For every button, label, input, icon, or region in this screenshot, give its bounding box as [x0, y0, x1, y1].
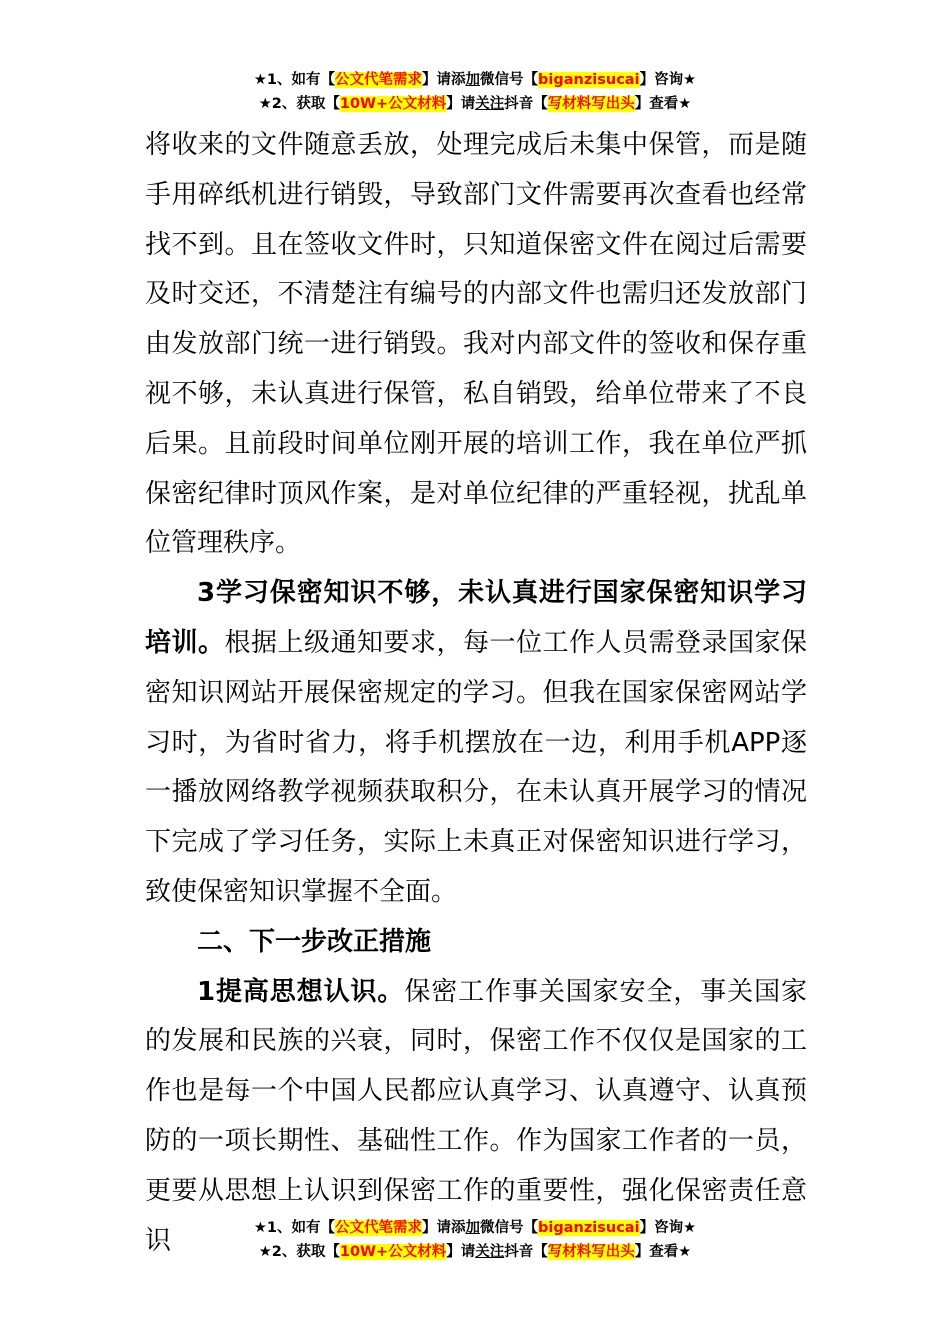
paragraph-2-text: 根据上级通知要求，每一位工作人员需登录国家保密知识网站开展保密规定的学习。但我在国家保密网站学习时，为省时省力，将手机摆放在一边，利用手机APP逐一播放网络教学视频获取积分，在未认真开展学习的情况下完成了学习任务，实际上未真正对保密知识进行学习，致使保密知识掌握不全面。 — [145, 627, 807, 907]
banner-text: 】查看★ — [634, 96, 692, 112]
banner-highlight-douyin: 写材料写出头 — [547, 96, 635, 112]
paragraph-2 — [145, 569, 807, 918]
section-heading-2: 二、下一步改正措施 — [197, 926, 432, 957]
banner-highlight-douyin: 写材料写出头 — [547, 1244, 635, 1260]
banner-highlight-wechat-id: biganzisucai — [538, 72, 640, 88]
footer-banner — [0, 1216, 950, 1264]
banner-text: 微信号【 — [480, 1220, 539, 1236]
banner-text: ★2、获取【 — [258, 96, 340, 112]
banner-text: 】查看★ — [634, 1244, 692, 1260]
header-banner — [0, 68, 950, 116]
banner-text: ★2、获取【 — [258, 1244, 340, 1260]
banner-text: 】请添 — [422, 1220, 466, 1236]
banner-underline: 关注 — [475, 96, 505, 112]
banner-underline: 关注 — [475, 1244, 505, 1260]
banner-text: 】请 — [446, 1244, 476, 1260]
paragraph-2-heading: 3学习保密知识不够，未认真进行国家保密知识学习培训。 — [145, 578, 807, 658]
banner-highlight: 10W+公文材料 — [339, 96, 447, 112]
paragraph-3-heading: 1提高思想认识。 — [197, 976, 405, 1007]
banner-highlight: 公文代笔需求 — [335, 1220, 423, 1236]
document-body — [145, 121, 807, 1266]
banner-text: 】咨询★ — [639, 72, 697, 88]
banner-text: 抖音【 — [504, 1244, 548, 1260]
header-banner-line-2 — [0, 92, 950, 116]
paragraph-3-text: 保密工作事关国家安全，事关国家的发展和民族的兴衰，同时，保密工作不仅仅是国家的工作也是每一个中国人民都应认真学习、认真遵守、认真预防的一项长期性、基础性工作。作为国家工作者的一员，更要从思想上认识到保密工作的重要性，强化保密责任意识 — [145, 976, 807, 1256]
banner-underline: 加 — [465, 72, 481, 88]
banner-text: ★1、如有【 — [253, 72, 336, 88]
footer-banner-line-2 — [0, 1240, 950, 1264]
banner-text: 】请 — [446, 96, 476, 112]
header-banner-line-1 — [0, 68, 950, 92]
paragraph-1: 将收来的文件随意丢放，处理完成后未集中保管，而是随手用碎纸机进行销毁，导致部门文件需要再次查看也经常找不到。且在签收文件时，只知道保密文件在阅过后需要及时交还，不清楚注有编号的内部文件也需归还发放部门由发放部门统一进行销毁。我对内部文件的签收和保存重视不够，未认真进行保管，私自销毁，给单位带来了不良后果。且前段时间单位刚开展的培训工作，我在单位严抓保密纪律时顶风作案，是对单位纪律的严重轻视，扰乱单位管理秩序。 — [145, 130, 807, 559]
footer-banner-line-1 — [0, 1216, 950, 1240]
banner-text: 】咨询★ — [639, 1220, 697, 1236]
banner-text: ★1、如有【 — [253, 1220, 336, 1236]
banner-text: 抖音【 — [504, 96, 548, 112]
banner-highlight-wechat-id: biganzisucai — [538, 1220, 640, 1236]
banner-text: 】请添 — [422, 72, 466, 88]
banner-text: 微信号【 — [480, 72, 539, 88]
banner-underline: 加 — [465, 1220, 481, 1236]
banner-highlight: 10W+公文材料 — [339, 1244, 447, 1260]
banner-highlight: 公文代笔需求 — [335, 72, 423, 88]
